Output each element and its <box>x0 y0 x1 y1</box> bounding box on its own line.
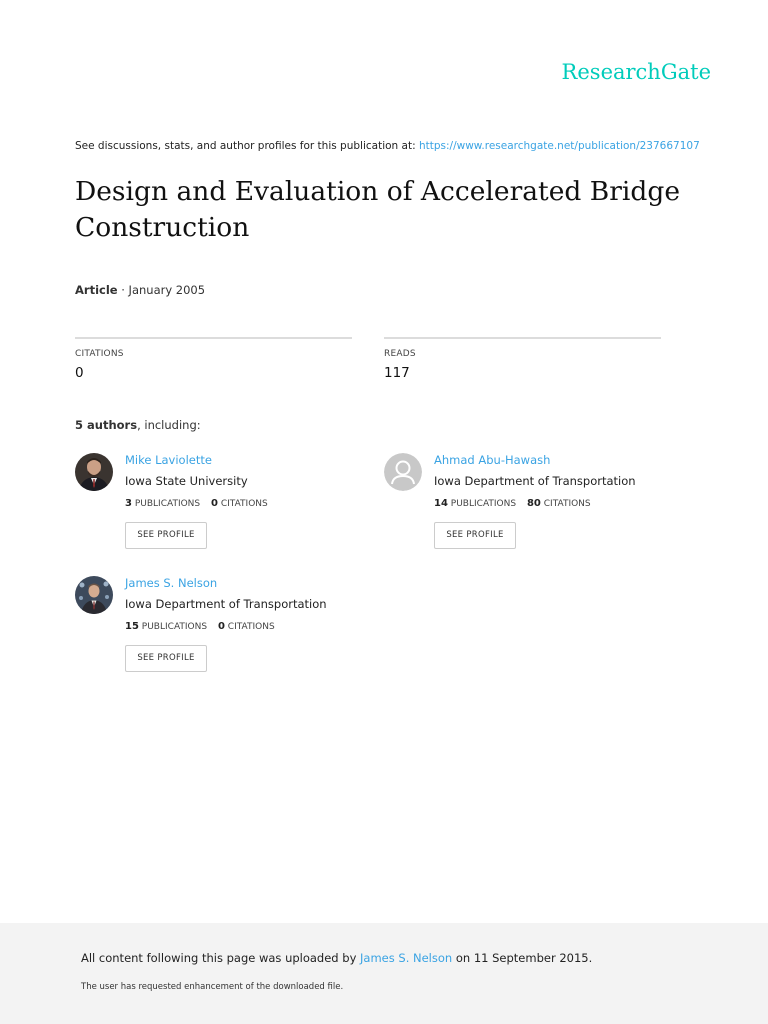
author-institution: Iowa Department of Transportation <box>125 597 327 611</box>
publication-type: Article <box>75 283 118 297</box>
author-institution: Iowa State University <box>125 474 248 488</box>
author-photo-avatar[interactable] <box>75 453 113 491</box>
author-name-link[interactable]: Ahmad Abu-Hawash <box>434 453 551 467</box>
meta-separator: · <box>121 283 125 297</box>
discussion-text: See discussions, stats, and author profiles for this publication at: <box>75 140 416 152</box>
authors-header <box>75 418 201 432</box>
author-stats <box>125 621 275 632</box>
author-name-link[interactable]: Mike Laviolette <box>125 453 212 467</box>
see-profile-button[interactable]: SEE PROFILE <box>434 522 516 549</box>
citations-label: CITATIONS <box>227 622 275 632</box>
enhancement-notice: The user has requested enhancement of the downloaded file. <box>81 982 344 992</box>
uploader-link[interactable]: James S. Nelson <box>360 951 453 965</box>
default-avatar-icon[interactable] <box>384 453 422 491</box>
author-institution: Iowa Department of Transportation <box>434 474 636 488</box>
authors-suffix: , including: <box>137 418 201 432</box>
reads-label: READS <box>384 349 416 359</box>
author-stats <box>434 498 591 509</box>
reads-value: 117 <box>384 365 410 381</box>
publications-label: PUBLICATIONS <box>141 622 208 632</box>
citations-stat <box>75 337 352 381</box>
authors-count: 5 authors <box>75 418 138 432</box>
publication-date: January 2005 <box>128 283 206 297</box>
publications-count: 3 <box>125 498 132 509</box>
citations-count: 0 <box>211 498 218 509</box>
publications-count: 14 <box>434 498 448 509</box>
author-card <box>75 576 375 686</box>
upload-prefix: All content following this page was uploaded by <box>81 951 357 965</box>
citations-label: CITATIONS <box>543 499 591 509</box>
footer <box>0 923 768 1024</box>
see-profile-button[interactable]: SEE PROFILE <box>125 645 207 672</box>
upload-notice <box>81 951 592 965</box>
discussion-line <box>75 140 700 152</box>
publication-link[interactable]: https://www.researchgate.net/publication/237667107 <box>418 140 700 152</box>
citations-label: CITATIONS <box>75 349 124 359</box>
reads-stat <box>384 337 661 381</box>
publication-title: Design and Evaluation of Accelerated Bridge Construction <box>75 176 680 243</box>
author-photo-avatar[interactable] <box>75 576 113 614</box>
upload-suffix: on 11 September 2015. <box>455 951 593 965</box>
citations-label: CITATIONS <box>220 499 268 509</box>
author-name-link[interactable]: James S. Nelson <box>125 576 218 590</box>
researchgate-logo[interactable]: ResearchGate <box>561 60 711 84</box>
publications-label: PUBLICATIONS <box>134 499 201 509</box>
citations-count: 0 <box>217 621 225 632</box>
citations-count: 80 <box>526 498 541 509</box>
publication-meta <box>75 283 205 297</box>
author-stats <box>125 498 268 509</box>
author-card <box>384 453 684 563</box>
citations-value: 0 <box>75 365 84 381</box>
publications-label: PUBLICATIONS <box>450 499 517 509</box>
author-card <box>75 453 375 563</box>
see-profile-button[interactable]: SEE PROFILE <box>125 522 207 549</box>
publications-count: 15 <box>125 621 139 632</box>
